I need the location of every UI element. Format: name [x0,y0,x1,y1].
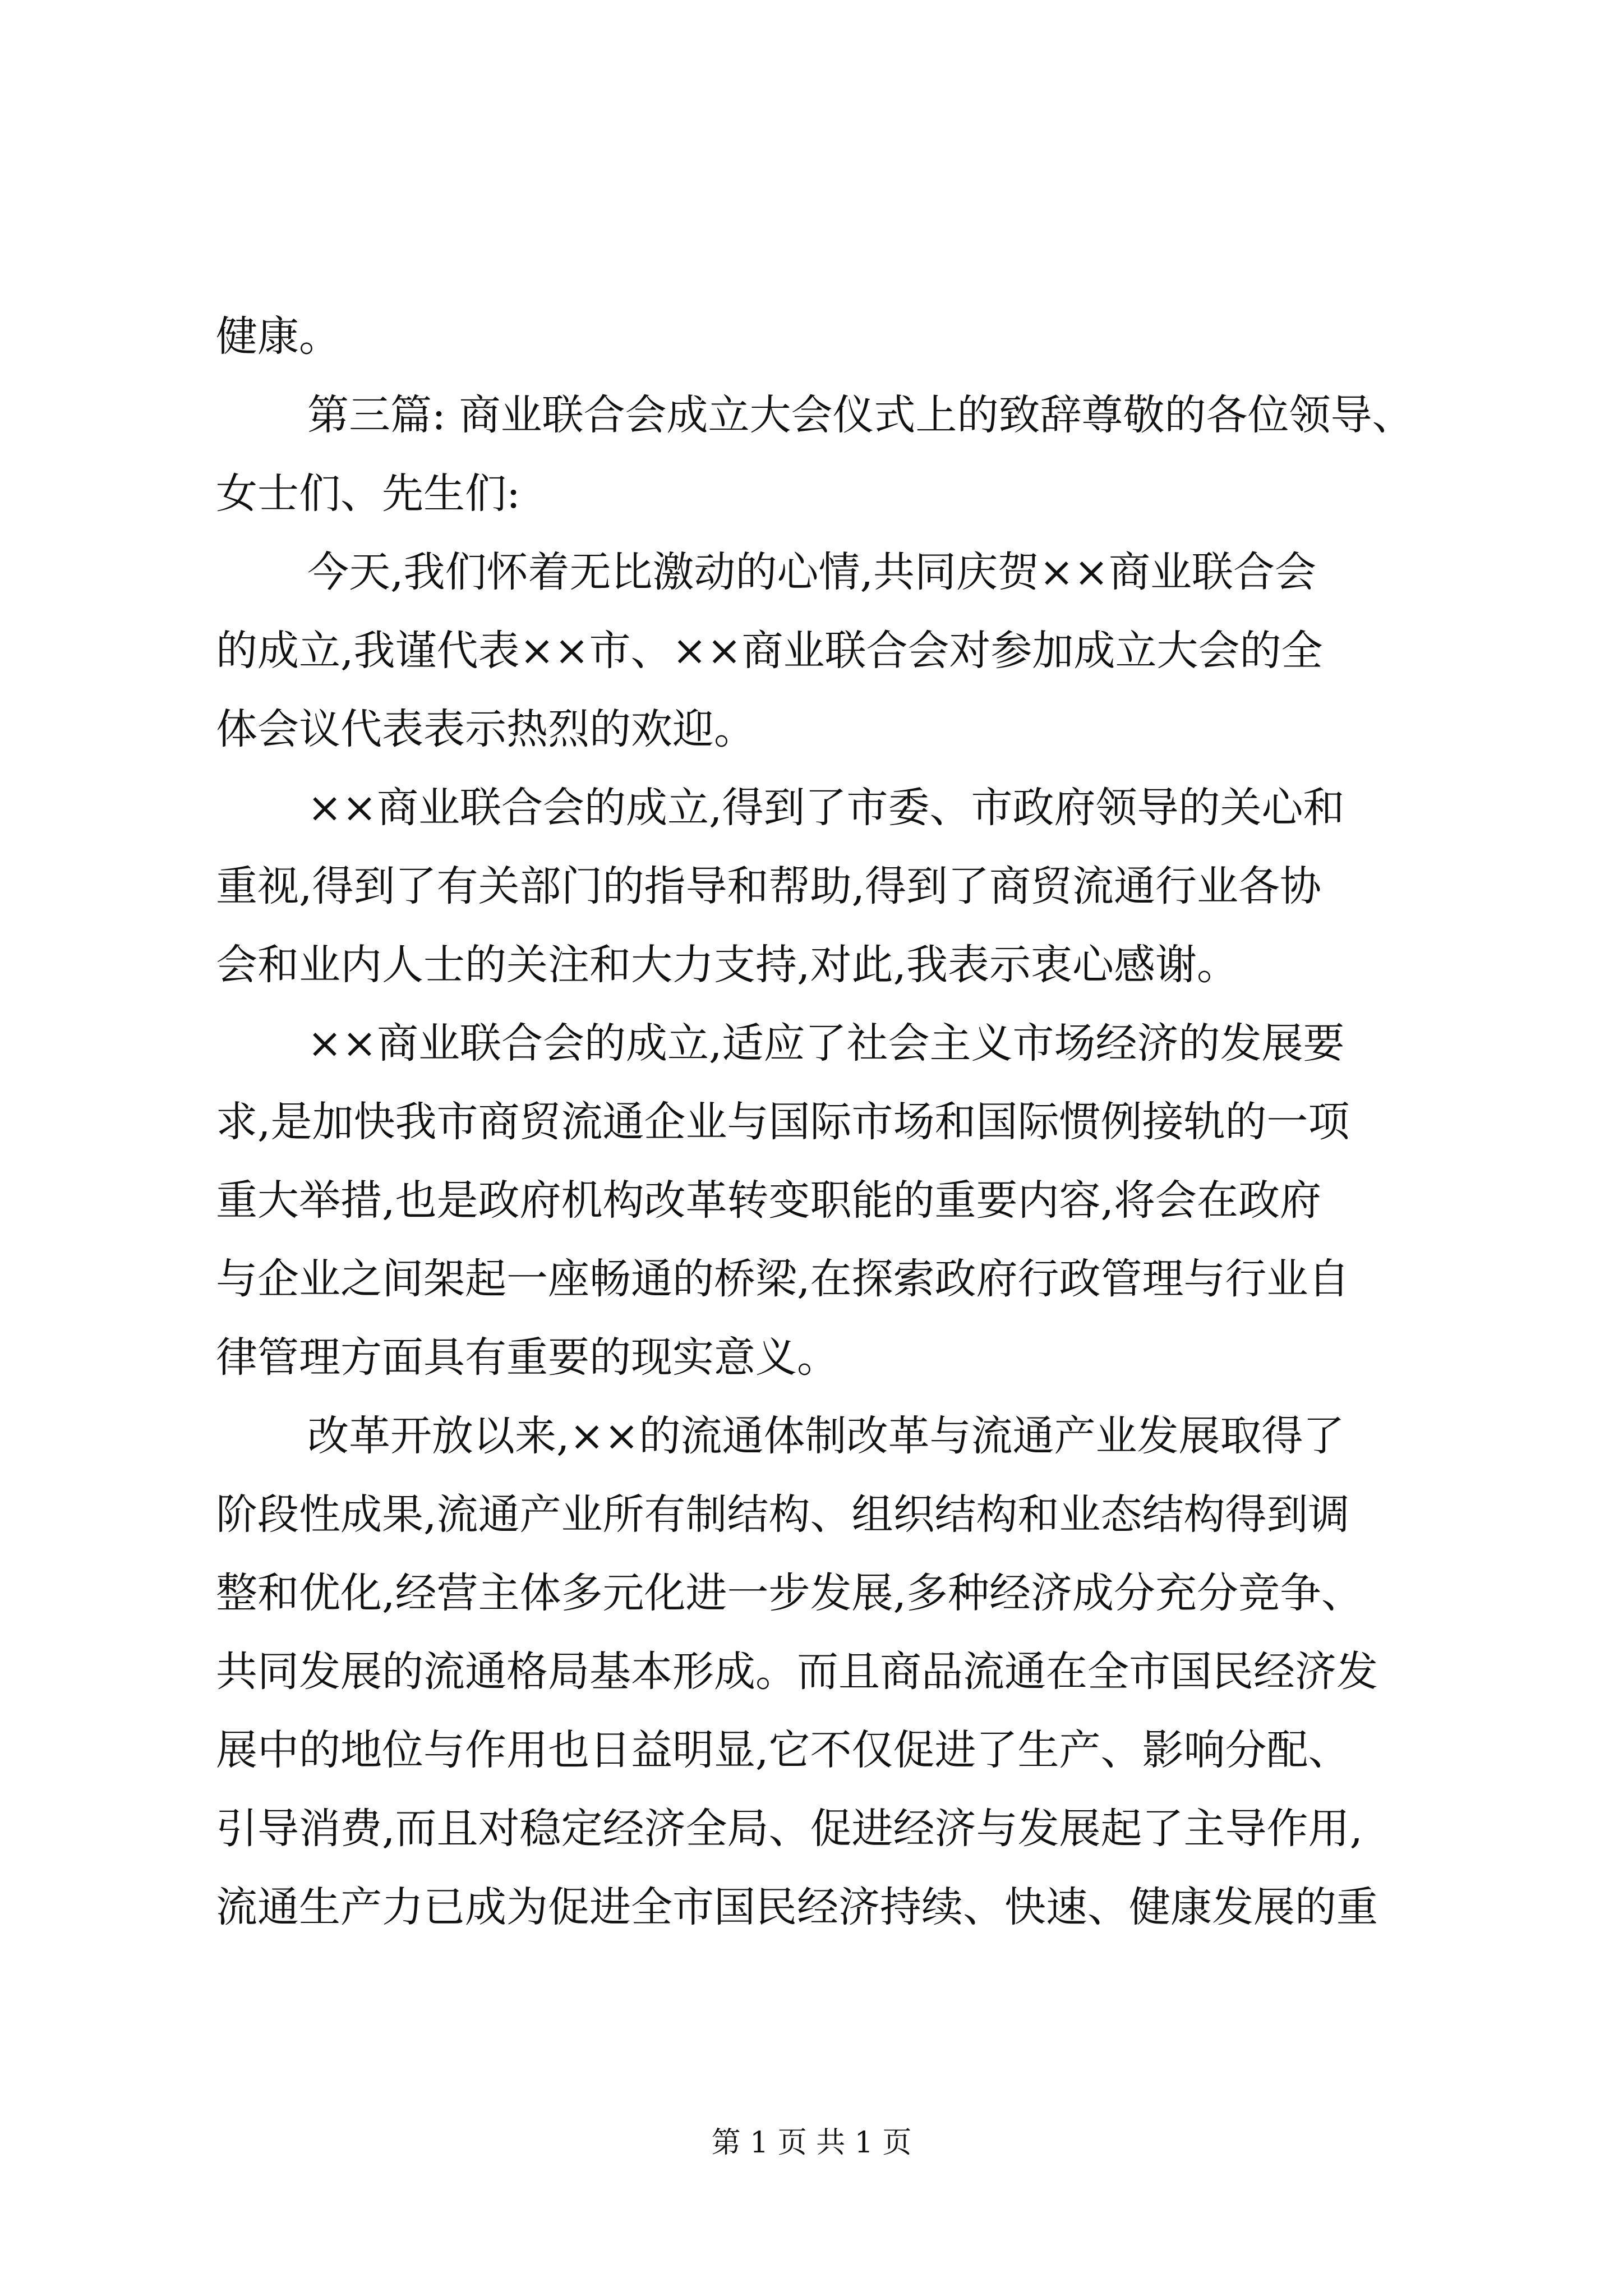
text-line-20: 引导消费,而且对稳定经济全局、促进经济与发展起了主导作用, [216,1805,1363,1853]
text-line-5: 的成立,我谨代表××市、××商业联合会对参加成立大会的全 [216,627,1323,675]
text-line-13: 与企业之间架起一座畅通的桥梁,在探索政府行政管理与行业自 [216,1255,1350,1303]
text-line-9: 会和业内人士的关注和大力支持,对此,我表示衷心感谢。 [216,941,1239,989]
text-line-19: 展中的地位与作用也日益明显,它不仅促进了生产、影响分配、 [216,1726,1350,1774]
text-line-8: 重视,得到了有关部门的指导和帮助,得到了商贸流通行业各协 [216,862,1322,910]
text-line-2: 第三篇: 商业联合会成立大会仪式上的致辞尊敬的各位领导、 [307,391,1414,439]
text-line-1: 健康。 [216,312,340,361]
text-line-11: 求,是加快我市商贸流通企业与国际市场和国际惯例接轨的一项 [216,1098,1350,1146]
text-line-10: ××商业联合会的成立,适应了社会主义市场经济的发展要 [307,1019,1345,1068]
text-line-18: 共同发展的流通格局基本形成。而且商品流通在全市国民经济发 [216,1648,1378,1696]
page-number-label: 第 1 页 共 1 页 [711,2126,912,2160]
text-line-3: 女士们、先生们: [216,470,520,518]
text-line-6: 体会议代表表示热烈的欢迎。 [216,705,755,753]
text-line-4: 今天,我们怀着无比激动的心情,共同庆贺××商业联合会 [307,548,1317,596]
text-line-17: 整和优化,经营主体多元化进一步发展,多种经济成分充分竞争、 [216,1569,1363,1617]
text-line-21: 流通生产力已成为促进全市国民经济持续、快速、健康发展的重 [216,1883,1378,1931]
text-line-7: ××商业联合会的成立,得到了市委、市政府领导的关心和 [307,784,1345,832]
document-body [216,297,1455,1947]
text-line-15: 改革开放以来,××的流通体制改革与流通产业发展取得了 [307,1412,1345,1460]
text-line-16: 阶段性成果,流通产业所有制结构、组织结构和业态结构得到调 [216,1490,1350,1539]
text-line-14: 律管理方面具有重要的现实意义。 [216,1333,838,1382]
page-footer [0,2126,1623,2160]
text-line-12: 重大举措,也是政府机构改革转变职能的重要内容,将会在政府 [216,1176,1322,1225]
